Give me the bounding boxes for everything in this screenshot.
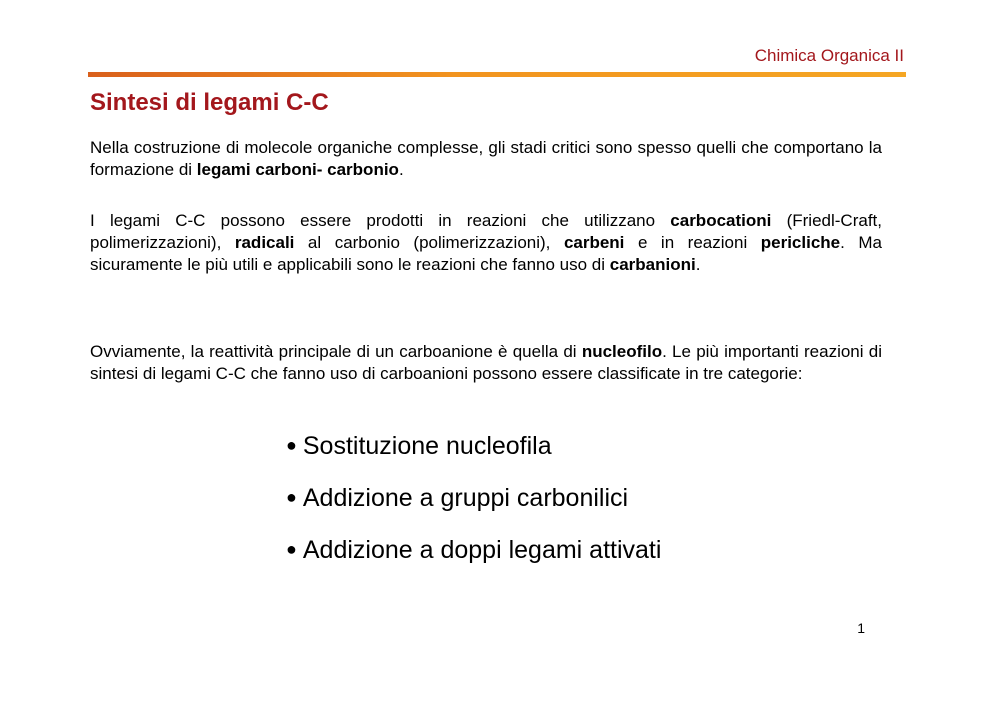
category-list bbox=[286, 428, 661, 584]
bold-term: radicali bbox=[234, 233, 295, 252]
text-run: . bbox=[398, 160, 404, 179]
text-run: . Ma sicuramente le più utili e applicabili sono le reazioni che fanno uso di bbox=[90, 233, 882, 274]
text-run: . Le più importanti reazioni di sintesi di legami C-C che fanno uso di carboanioni possono essere classificate in tre categorie: bbox=[90, 342, 882, 383]
list-item-label: Addizione a doppi legami attivati bbox=[302, 536, 662, 564]
paragraph-methods bbox=[90, 210, 882, 276]
bold-term: legami carboni- carbonio bbox=[196, 160, 399, 179]
text-run: Ovviamente, la reattività principale di un carboanione è quella di bbox=[90, 342, 582, 361]
text-run: (Friedl-Craft, polimerizzazioni), bbox=[90, 211, 882, 252]
paragraph-nucleophile bbox=[90, 341, 882, 385]
paragraph-intro bbox=[90, 137, 882, 181]
page-number: 1 bbox=[857, 620, 865, 636]
list-item-label: Sostituzione nucleofila bbox=[302, 432, 552, 460]
text-run: I legami C-C possono essere prodotti in reazioni che utilizzano bbox=[90, 211, 671, 230]
text-run: al carbonio (polimerizzazioni), bbox=[294, 233, 564, 252]
bold-term: pericliche bbox=[760, 233, 841, 252]
header-divider bbox=[88, 72, 906, 77]
text-run: . bbox=[695, 255, 701, 274]
bullet-icon: ● bbox=[286, 435, 297, 455]
bold-term: carbocationi bbox=[670, 211, 772, 230]
list-item bbox=[286, 428, 661, 480]
bullet-icon: ● bbox=[286, 487, 297, 507]
list-item bbox=[286, 480, 661, 532]
course-title: Chimica Organica II bbox=[754, 46, 904, 65]
list-item bbox=[286, 532, 661, 584]
bold-term: nucleofilo bbox=[581, 342, 663, 361]
list-item-label: Addizione a gruppi carbonilici bbox=[302, 484, 629, 512]
bold-term: carbeni bbox=[563, 233, 625, 252]
slide-title: Sintesi di legami C-C bbox=[90, 89, 329, 116]
text-run: e in reazioni bbox=[624, 233, 761, 252]
text-run: Nella costruzione di molecole organiche complesse, gli stadi critici sono spesso quelli che comportano la formazione di bbox=[90, 138, 882, 179]
bullet-icon: ● bbox=[286, 539, 297, 559]
bold-term: carbanioni bbox=[609, 255, 696, 274]
